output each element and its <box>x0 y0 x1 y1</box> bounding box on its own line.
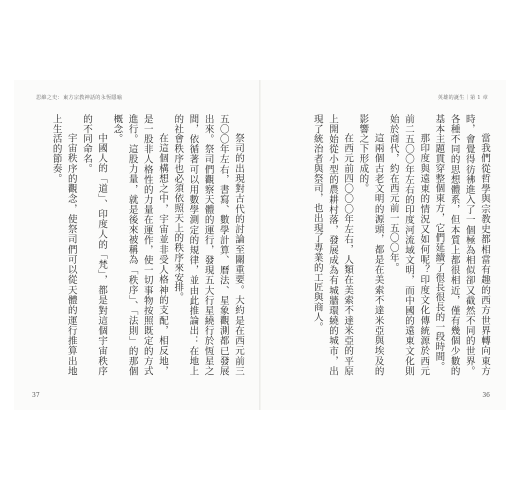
right-paragraph-1: 當我們從哲學與宗教史都相當有趣的西方世界轉向東方時，會覺得彷彿進入了一個極為相似卻又截然不同的世界。各種不同的思想體系，但本質上都很相近，僅有幾個少數的基本主題貫穿整個東方，它們延續了很長很長的一段時間。 <box>433 114 490 376</box>
right-body-text <box>274 114 492 376</box>
left-paragraph-3: 中國人的「道」、印度人的「梵」，都是對這個宇宙秩序的不同命名。 <box>80 114 108 376</box>
book-spread <box>14 80 506 410</box>
left-page-number: 37 <box>32 392 40 399</box>
right-page <box>260 80 506 410</box>
left-running-head: 思維之史：東方宗教神話的永恆隱喻 <box>36 95 123 101</box>
left-page <box>14 80 260 410</box>
right-paragraph-4: 在西元前四〇〇〇年左右，人類在美索不達米亞的平原上開始從小型的農耕村落，發展成為有城牆環繞的城市，出現了統治者與祭司，也出現了專業的工匠與商人。 <box>311 114 354 376</box>
left-paragraph-4: 宇宙秩序的觀念，使祭司們可以從天體的運行推算出地上生活的節奏。 <box>50 114 77 376</box>
left-paragraph-2: 在這個構想之中，宇宙並非受人格神的支配，相反地，是一股非人格性的力量在運作，使一切事物按照既定的方式進行。這股力量，就是後來被稱為「秩序」、「法則」的那個概念。 <box>111 114 168 376</box>
left-body-text <box>34 114 246 376</box>
right-paragraph-3: 這兩個古老文明的源頭，都是在美索不達米亞與埃及的影響之下形成的。 <box>357 114 384 376</box>
right-paragraph-2: 那印度與遠東的情況又如何呢？印度文化傳統源於西元前二五〇〇年左右的印度河流域文明，而中國的遠東文化則始於商代，約在西元前一五〇〇年。 <box>387 114 430 376</box>
left-paragraph-1: 祭司的出現對古代的討論至關重要。大約是在西元前三五〇〇年左右，書寫、數學計算、曆法、星象觀測都已發展出來。祭司們觀察天體的運行，發現五大行星繞行於恆星之間，依循著可以用數學測定的規律，並由此推論出：在地上的社會秩序也必須依照天上的秩序來安排。 <box>172 114 244 376</box>
right-page-number: 36 <box>482 392 490 399</box>
right-running-head: 英雄的誕生｜第 1 章 <box>437 95 488 101</box>
